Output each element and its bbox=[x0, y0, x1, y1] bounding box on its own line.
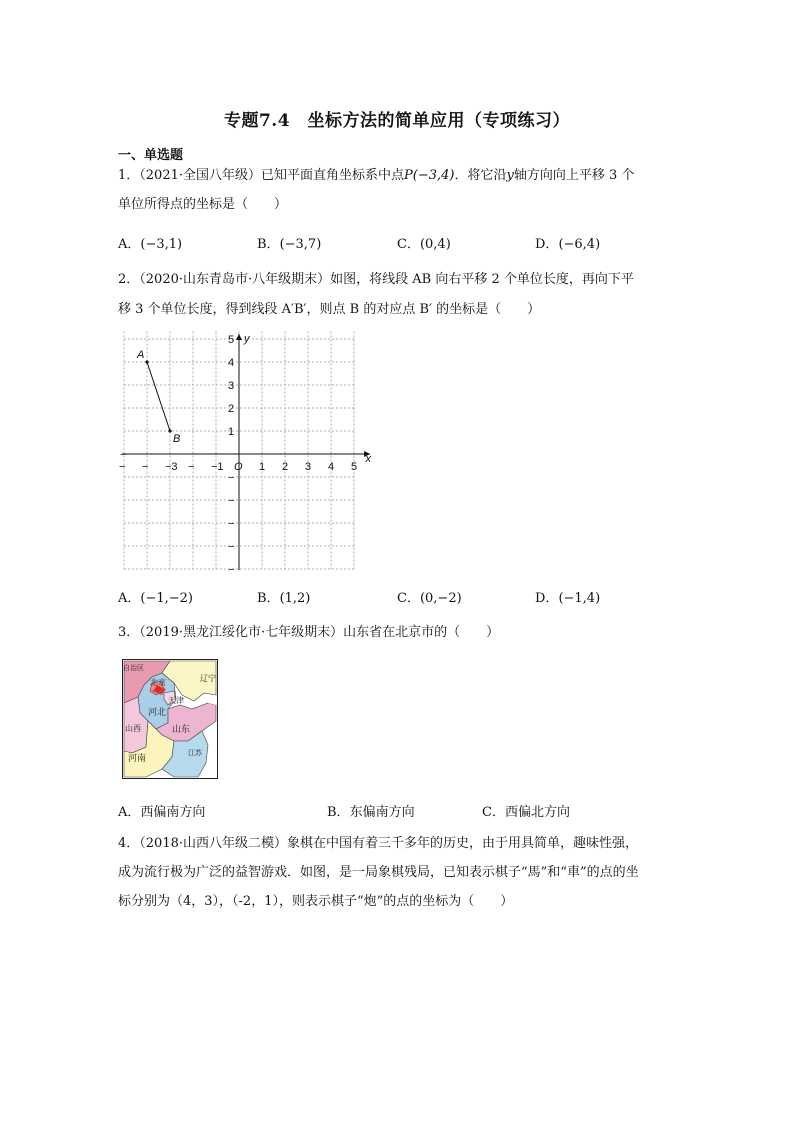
option-value: (1,2) bbox=[279, 591, 311, 606]
question-1-option-d[interactable] bbox=[535, 233, 600, 252]
question-2-option-a[interactable] bbox=[118, 587, 193, 606]
option-value: (−1,−2) bbox=[140, 591, 193, 606]
option-value: 西偏南方向 bbox=[140, 805, 206, 820]
china-map-figure bbox=[122, 659, 218, 779]
option-letter: B． bbox=[257, 591, 280, 606]
option-value: (0,−2) bbox=[419, 591, 462, 606]
option-letter: C． bbox=[397, 591, 420, 606]
section-heading: 一、单选题 bbox=[118, 148, 184, 163]
option-value: (0,4) bbox=[419, 237, 451, 252]
axes bbox=[122, 334, 370, 570]
map-label-autonomous: 自治区 bbox=[123, 665, 144, 672]
question-3-option-a[interactable] bbox=[118, 801, 205, 820]
map-label-shandong: 山东 bbox=[172, 724, 191, 734]
tick-labels bbox=[119, 333, 372, 570]
question-2-option-b[interactable] bbox=[257, 587, 310, 606]
question-2-line-1: 2．（2020·山东青岛市·八年级期末）如图，将线段 AB 向右平移 2 个单位长度，再向下平 bbox=[118, 272, 634, 287]
x-tick-label: − bbox=[120, 449, 127, 461]
y-tick-label: − bbox=[228, 472, 235, 484]
y-tick-label: 3 bbox=[228, 380, 235, 392]
map-label-beijing: 北京 bbox=[150, 678, 166, 687]
x-tick-label: 1 bbox=[259, 461, 266, 473]
point-b-label: B bbox=[173, 433, 181, 445]
option-value: 西偏北方向 bbox=[504, 805, 570, 820]
question-1-option-c[interactable] bbox=[397, 233, 451, 252]
x-tick-label: 3 bbox=[305, 461, 312, 473]
map-label-shanxi: 山西 bbox=[125, 724, 141, 733]
x-tick-label: −3 bbox=[165, 461, 178, 473]
map-label-tianjin: 天津 bbox=[168, 696, 184, 705]
option-letter: C． bbox=[482, 805, 505, 820]
x-axis-label: x bbox=[365, 453, 371, 465]
option-value: (−1,4) bbox=[558, 591, 601, 606]
y-axis-arrow bbox=[236, 334, 242, 340]
question-3-line-1: 3．（2019·黑龙江绥化市·七年级期末）山东省在北京市的（ ） bbox=[118, 625, 500, 640]
option-letter: D． bbox=[535, 591, 559, 606]
x-tick-label: 2 bbox=[282, 461, 289, 473]
question-2-option-d[interactable] bbox=[535, 587, 600, 606]
option-value: (−3,1) bbox=[140, 237, 183, 252]
y-tick-label: − bbox=[228, 564, 235, 570]
question-1-option-a[interactable] bbox=[118, 233, 182, 252]
option-value: 东偏南方向 bbox=[349, 805, 415, 820]
option-letter: A． bbox=[118, 805, 141, 820]
page-title: 专题7.4 坐标方法的简单应用（专项练习） bbox=[223, 111, 571, 131]
y-tick-label: 1 bbox=[228, 426, 235, 438]
point-a-label: A bbox=[137, 349, 145, 361]
map-label-jiangsu: 江苏 bbox=[188, 750, 202, 757]
option-letter: C． bbox=[397, 237, 420, 252]
y-tick-label: − bbox=[228, 495, 235, 507]
option-value: (−3,7) bbox=[279, 237, 322, 252]
y-tick-label: 5 bbox=[228, 334, 235, 346]
x-tick-label: − bbox=[142, 461, 149, 473]
question-1-text-b: ．将它沿 bbox=[454, 168, 507, 183]
question-2-option-c[interactable] bbox=[397, 587, 462, 606]
question-2-line-2: 移 3 个单位长度，得到线段 A′B′，则点 B 的对应点 B′ 的坐标是（ ） bbox=[118, 302, 541, 317]
option-letter: A． bbox=[118, 237, 141, 252]
x-tick-label: 4 bbox=[328, 461, 335, 473]
question-1-axis: y bbox=[506, 168, 514, 183]
question-3-option-c[interactable] bbox=[482, 801, 570, 820]
segment-ab bbox=[145, 360, 171, 432]
question-4-line-2: 成为流行极为广泛的益智游戏．如图，是一局象棋残局，已知表示棋子“馬”和“車”的点的坐 bbox=[118, 865, 639, 880]
y-tick-label: 2 bbox=[228, 403, 235, 415]
option-letter: D． bbox=[535, 237, 559, 252]
point-b bbox=[168, 429, 171, 432]
question-1-text-c: 轴方向向上平移 3 个 bbox=[513, 168, 635, 183]
option-letter: A． bbox=[118, 591, 141, 606]
point-a bbox=[145, 360, 148, 363]
map-label-hebei: 河北 bbox=[148, 707, 167, 717]
option-letter: B． bbox=[257, 237, 280, 252]
question-1 bbox=[118, 168, 634, 184]
segment-line bbox=[147, 362, 170, 431]
y-tick-label: − bbox=[228, 541, 235, 553]
map-label-henan: 河南 bbox=[128, 753, 147, 763]
question-1-text-a: 1．（2021·全国八年级）已知平面直角坐标系中点 bbox=[118, 168, 404, 183]
y-tick-label: 4 bbox=[228, 357, 235, 369]
x-tick-label: − bbox=[188, 461, 195, 473]
question-4-line-1: 4．（2018·山西八年级二模）象棋在中国有着三千多年的历史，由于用具简单，趣味性强， bbox=[118, 836, 638, 851]
question-4-line-3: 标分别为（4，3），（-2，1），则表示棋子“炮”的点的坐标为（ ） bbox=[118, 894, 514, 909]
question-3-option-b[interactable] bbox=[327, 801, 415, 820]
coordinate-grid-figure bbox=[118, 330, 388, 570]
y-axis-label: y bbox=[244, 333, 250, 345]
x-tick-label: − bbox=[119, 461, 126, 473]
question-1-point: P(−3,4) bbox=[404, 168, 455, 183]
origin-label: O bbox=[234, 461, 243, 473]
option-letter: B． bbox=[327, 805, 350, 820]
x-tick-label: 5 bbox=[351, 461, 358, 473]
map-label-liaoning: 辽宁 bbox=[200, 674, 216, 683]
option-value: (−6,4) bbox=[558, 237, 601, 252]
x-tick-label: −1 bbox=[211, 461, 224, 473]
question-1-option-b[interactable] bbox=[257, 233, 321, 252]
question-1-line-2: 单位所得点的坐标是（ ） bbox=[118, 197, 288, 212]
y-tick-label: − bbox=[228, 518, 235, 530]
